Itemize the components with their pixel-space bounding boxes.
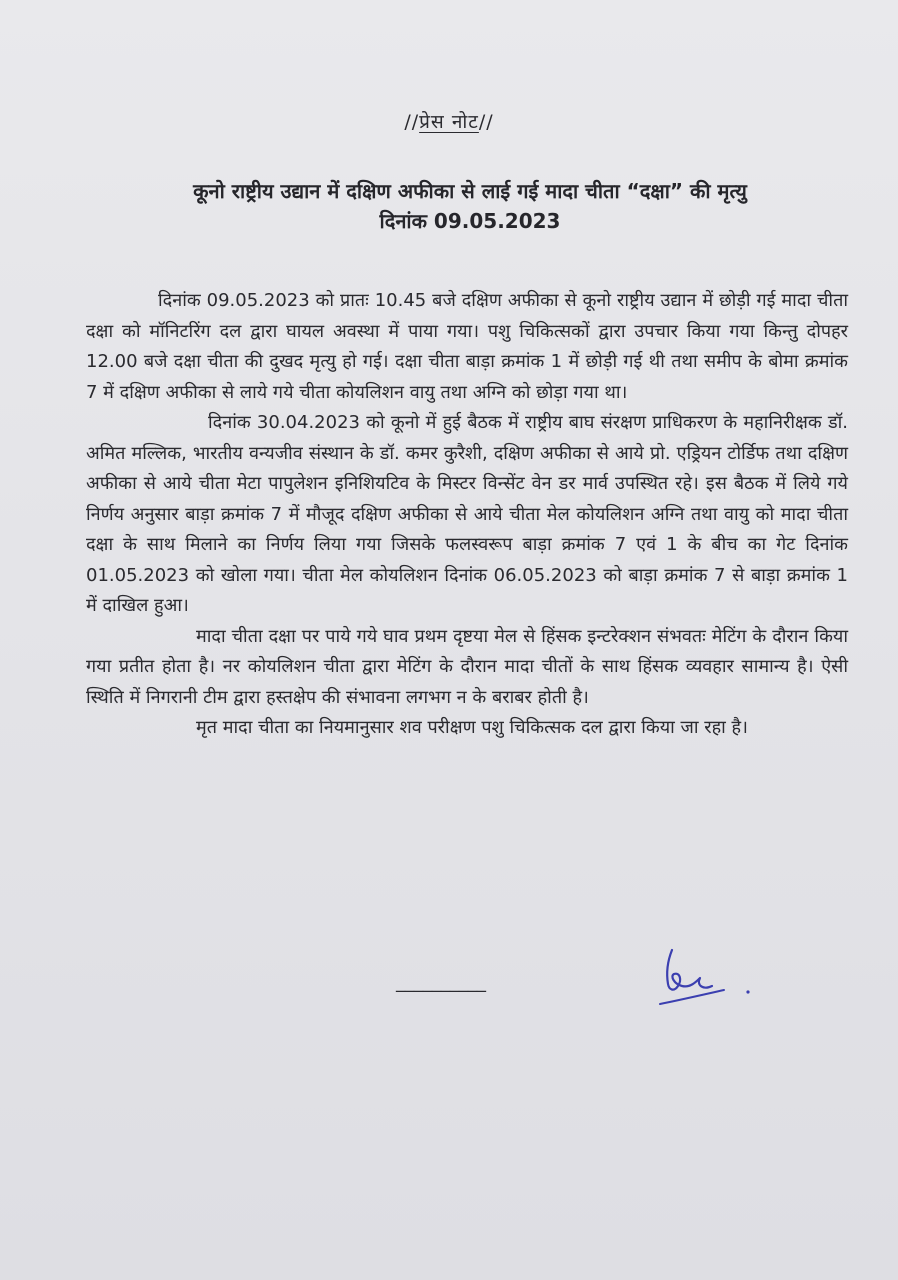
document-body xyxy=(86,286,848,744)
press-note-slashes-left: // xyxy=(404,111,420,133)
paragraph-3: मादा चीता दक्षा पर पाये गये घाव प्रथम दृष्टया मेल से हिंसक इन्टरेक्शन संभवतः मेटिंग के दौरान किया गया प्रतीत होता है। नर कोयलिशन चीता द्वारा मेटिंग के दौरान मादा चीतों के साथ हिंसक व्यवहार सामान्य है। ऐसी स्थिति में निगरानी टीम द्वारा हस्तक्षेप की संभावना लगभग न के बराबर होती है। xyxy=(86,625,848,708)
press-note-heading xyxy=(0,108,898,134)
title-line-1: कूनो राष्ट्रीय उद्यान में दक्षिण अफीका से लाई गई मादा चीता “दक्षा” की मृत्यु xyxy=(193,179,747,203)
paragraph-2: दिनांक 30.04.2023 को कूनो में हुई बैठक में राष्ट्रीय बाघ संरक्षण प्राधिकरण के महानिरीक्षक डॉ. अमित मल्लिक, भारतीय वन्यजीव संस्थान के डॉ. कमर कुरैशी, दक्षिण अफीका से आये प्रो. एड्रियन टोर्डिफ तथा दक्षिण अफीका से आये चीता मेटा पापुलेशन इनिशियटिव के मिस्टर विन्सेंट वेन डर मार्व उपस्थित रहे। इस बैठक में लिये गये निर्णय अनुसार बाड़ा क्रमांक 7 में मौजूद दक्षिण अफीका से आये चीता मेल कोयलिशन अग्नि तथा वायु को मादा चीता दक्षा के साथ मिलाने का निर्णय लिया गया जिसके फलस्वरूप बाड़ा क्रमांक 7 एवं 1 के बीच का गेट दिनांक 01.05.2023 को खोला गया। चीता मेल कोयलिशन दिनांक 06.05.2023 को बाड़ा क्रमांक 7 से बाड़ा क्रमांक 1 में दाखिल हुआ। xyxy=(86,412,848,616)
title-date: दिनांक 09.05.2023 xyxy=(379,209,561,233)
paragraph-1: दिनांक 09.05.2023 को प्रातः 10.45 बजे दक्षिण अफीका से कूनो राष्ट्रीय उद्यान में छोड़ी गई मादा चीता दक्षा को मॉनिटरिंग दल द्वारा घायल अवस्था में पाया गया। पशु चिकित्सकों द्वारा उपचार किया गया किन्तु दोपहर 12.00 बजे दक्षा चीता की दुखद मृत्यु हो गई। दक्षा चीता बाड़ा क्रमांक 1 में छोड़ी गई थी तथा समीप के बोमा क्रमांक 7 में दक्षिण अफीका से लाये गये चीता कोयलिशन वायु तथा अग्नि को छोड़ा गया था। xyxy=(86,290,848,403)
press-note-slashes-right: // xyxy=(478,111,494,133)
handwritten-signature xyxy=(650,942,760,1012)
paragraph-4: मृत मादा चीता का नियमानुसार शव परीक्षण पशु चिकित्सक दल द्वारा किया जा रहा है। xyxy=(196,717,748,738)
press-note-label: प्रेस नोट xyxy=(419,111,479,133)
signature-blank-line: __________ xyxy=(396,972,486,993)
document-title xyxy=(60,176,880,236)
